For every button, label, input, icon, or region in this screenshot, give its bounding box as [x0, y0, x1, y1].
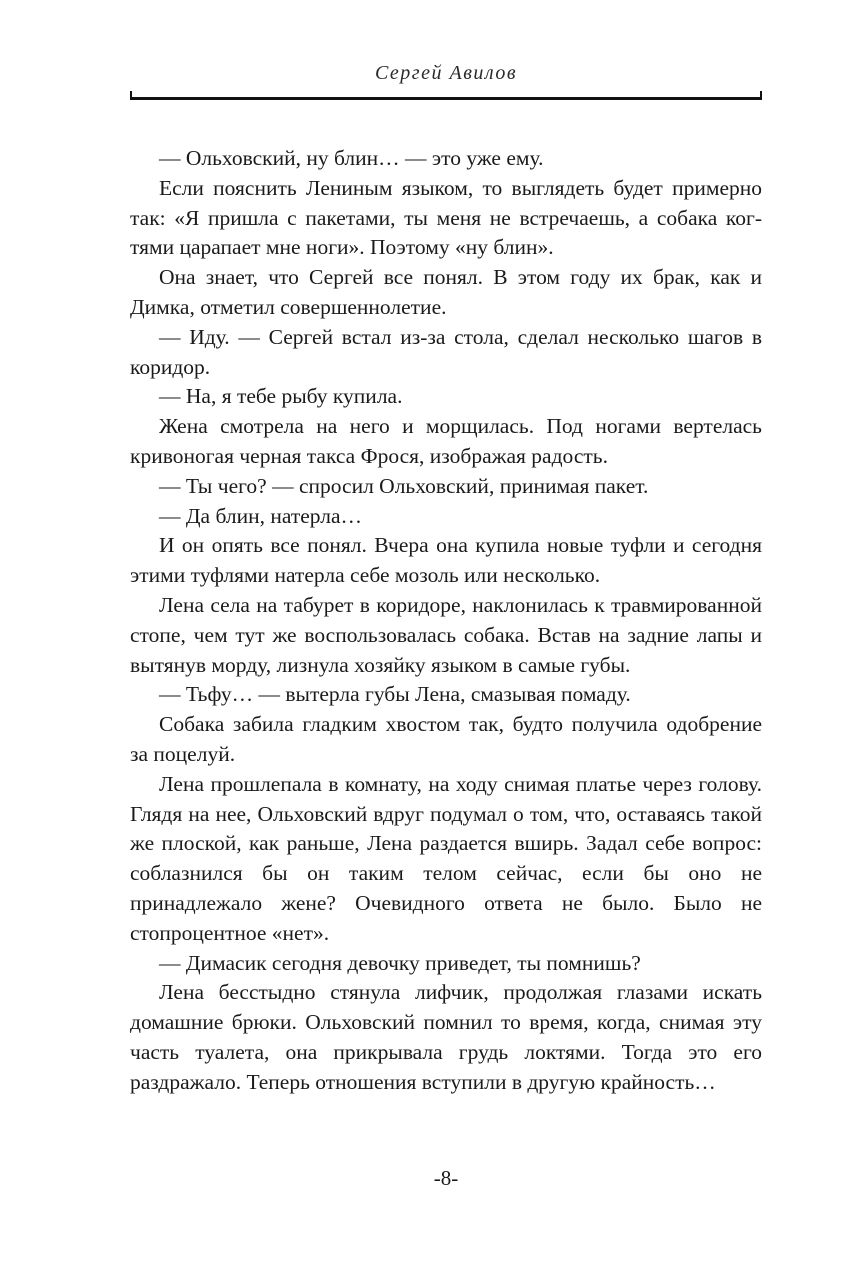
paragraph: — Да блин, натерла…: [159, 503, 363, 528]
paragraph: Лена бесстыдно стянула лифчик, продолжая глазами искать домашние брюки. Ольховский помнил то время, когда, снимая эту часть туалета, она прикрывала грудь локтями. Тогда это его раздражало. Теперь отношения вступили в другую крайность…: [130, 980, 762, 1094]
paragraph: Лена прошлепала в комнату, на ходу снимая платье через голову. Глядя на нее, Ольховский вдруг подумал о том, что, оставаясь такой же плоской, как раньше, Лена раздается вширь. Задал себе вопрос: соблазнился бы он таким телом сейчас, если бы оно не принадлежало жене? Очевидного ответа не было. Было не стопроцентное «нет».: [130, 771, 762, 945]
paragraph: Жена смотрела на него и морщилась. Под ногами вертелась кривоногая черная такса Фрося, изображая радость.: [130, 414, 762, 468]
header-rule: [130, 97, 762, 100]
paragraph: И он опять все понял. Вчера она купила новые туфли и сегодня этими туфлями натерла себе мозоль или несколько.: [130, 533, 762, 588]
page-number: -8-: [433, 1166, 459, 1190]
paragraph: Лена села на табурет в коридоре, наклонилась к травмированной стопе, чем тут же воспользовалась собака. Встав на задние лапы и вытянув морду, лизнула хозяйку языком в самые губы.: [130, 592, 762, 677]
paragraph: Собака забила гладким хвостом так, будто получила одобрение за поцелуй.: [130, 712, 762, 766]
paragraph: Она знает, что Сергей все понял. В этом году их брак, как и Димка, отметил совершеннолетие.: [130, 265, 762, 319]
body-text: [130, 144, 762, 1098]
paragraph: Если пояснить Лениным языком, то выглядеть будет примерно так: «Я пришла с пакетами, ты меня не встречаешь, а собака когтями царапает мне ноги». Поэтому «ну блин».: [130, 175, 762, 260]
paragraph: — Ольховский, ну блин… — это уже ему.: [159, 146, 544, 170]
paragraph: — Ты чего? — спросил Ольховский, принимая пакет.: [159, 473, 649, 498]
paragraph: — Димасик сегодня девочку приведет, ты помнишь?: [159, 950, 641, 975]
running-head-author: Сергей Авилов: [374, 62, 518, 84]
paragraph: — На, я тебе рыбу купила.: [159, 384, 403, 409]
paragraph: — Иду. — Сергей встал из-за стола, сделал несколько шагов в коридор.: [130, 324, 762, 379]
paragraph: — Тьфу… — вытерла губы Лена, смазывая помаду.: [159, 682, 631, 707]
